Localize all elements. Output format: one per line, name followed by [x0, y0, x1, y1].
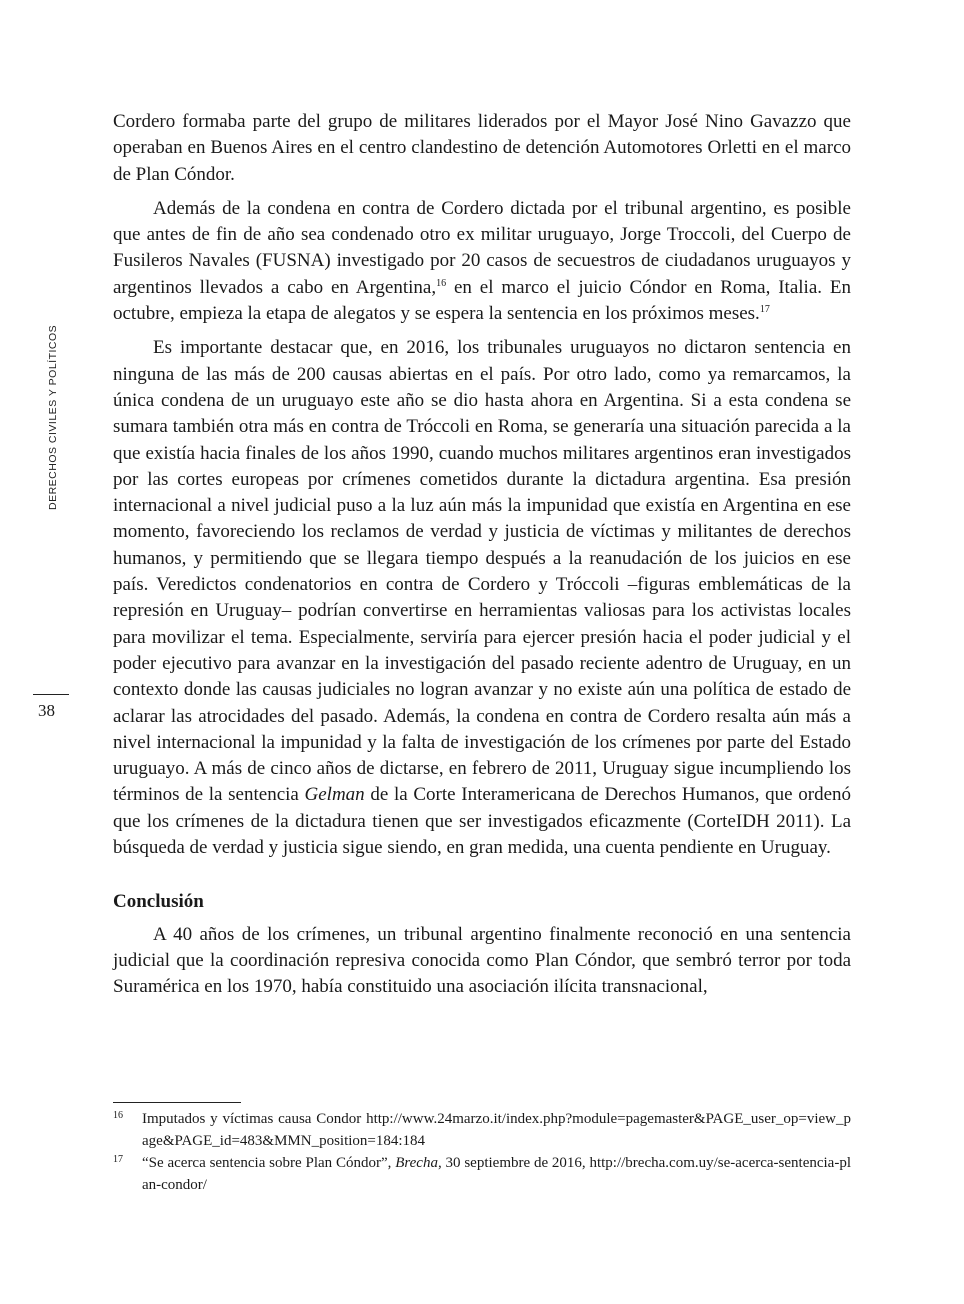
paragraph-3-text-b: de la Corte Interamericana de Derechos Humanos, que ordenó que los crímenes de la dictadura tienen que ser investigados eficazmente (CorteIDH 2011). La búsqueda de verdad y justicia sigue siendo, en gran medida, una cuenta pendiente en Uruguay.: [113, 784, 851, 859]
paragraph-1: Cordero formaba parte del grupo de militares liderados por el Mayor José Nino Gavazzo que operaban en Buenos Aires en el centro clandestino de detención Automotores Orletti en el marco de Plan Cóndor.: [113, 111, 851, 185]
footnote-text-b[interactable]: , 30 septiembre de 2016, http://brecha.com.uy/se-acerca-sentencia-plan-condor/: [142, 1155, 852, 1193]
paragraph-3-text-a: Es importante destacar que, en 2016, los tribunales uruguayos no dictaron sentencia en ninguna de las más de 200 causas abiertas en el país. Por otro lado, como ya remarcamos, la única condena de un uruguayo este año se dio hasta ahora en Argentina. Si a esta condena se sumara también otra más en contra de Tróccoli en Roma, se generaría una situación parecida a la que existía hacia finales de los años 1990, cuando muchos militares argentinos eran investigados por las cortes europeas por crímenes cometidos durante la dictadura argentina. Esa presión internacional a nivel judicial puso a la luz aún más la impunidad que existía en Argentina en ese momento, favoreciendo los reclamos de verdad y justicia de víctimas y militantes de derechos humanos, y permitiendo que se llegara tiempo después a la reanudación de los juicios en ese país. Veredictos condenatorios en contra de Cordero y Tróccoli –figuras emblemáticas de la represión en Uruguay– podrían convertirse en herramientas valiosas para los activistas locales para movilizar el tema. Especialmente, serviría para ejercer presión hacia el poder judicial y el poder ejecutivo para avanzar en la investigación del pasado reciente adentro de Uruguay, en un contexto donde las causas judiciales no logran avanzar y no existe aún una política de estado de aclarar las atrocidades del pasado. Además, la condena en contra de Cordero resalta aún más a nivel internacional la impunidad y la falta de investigación de los crímenes por parte del Estado uruguayo. A más de cinco años de dictarse, en febrero de 2011, Uruguay sigue incumpliendo los términos de la sentencia: [113, 337, 851, 806]
footnote-ref-16[interactable]: 16: [436, 277, 447, 289]
footnote-17: 17 “Se acerca sentencia sobre Plan Cóndor”, Brecha, 30 septiembre de 2016, http://brecha.com.uy/se-acerca-sentencia-plan-condor/: [113, 1154, 852, 1193]
body-text: [113, 109, 851, 1009]
footnote-16: 16 Imputados y víctimas causa Condor http://www.24marzo.it/index.php?module=pagemaster&PAGE_user_op=view_page&PAGE_id=483&MMN_position=184:184: [113, 1110, 851, 1149]
page-number-rule: [33, 694, 69, 695]
paragraph-3: [113, 335, 851, 861]
page-number: 38: [38, 701, 55, 720]
footnotes: [113, 1108, 851, 1196]
running-section-label: DERECHOS CIVILES Y POLÍTICOS: [47, 324, 59, 510]
paragraph-2-text-b: en el marco el juicio Cóndor en Roma, Italia. En octubre, empieza la etapa de alegatos y se espera la sentencia en los próximos meses.: [113, 276, 851, 325]
footnote-text[interactable]: Imputados y víctimas causa Condor http://www.24marzo.it/index.php?module=pagemaster&PAGE_user_op=view_page&PAGE_id=483&MMN_position=184:184: [142, 1111, 851, 1149]
case-name-gelman: Gelman: [304, 784, 365, 806]
section-heading: Conclusión: [113, 891, 204, 913]
paragraph-4: A 40 años de los crímenes, un tribunal argentino finalmente reconoció en una sentencia judicial que la coordinación represiva conocida como Plan Cóndor, que sembró terror por toda Suramérica en los 1970, había constituido una asociación ilícita transnacional,: [113, 923, 851, 998]
paragraph-2: [113, 196, 851, 327]
footnote-text-a: “Se acerca sentencia sobre Plan Cóndor”,: [142, 1155, 396, 1171]
paragraph-2-text-a: Además de la condena en contra de Cordero dictada por el tribunal argentino, es posible que antes de fin de año sea condenado otro ex militar uruguayo, Jorge Troccoli, del Cuerpo de Fusileros Navales (FUSNA) investigado por 20 casos de secuestros de ciudadanos uruguayos y argentinos llevados a cabo en Argentina,: [113, 197, 851, 298]
footnote-ref-17[interactable]: 17: [759, 304, 770, 316]
footnote-separator: [113, 1102, 241, 1103]
publication-name: Brecha: [395, 1155, 438, 1171]
